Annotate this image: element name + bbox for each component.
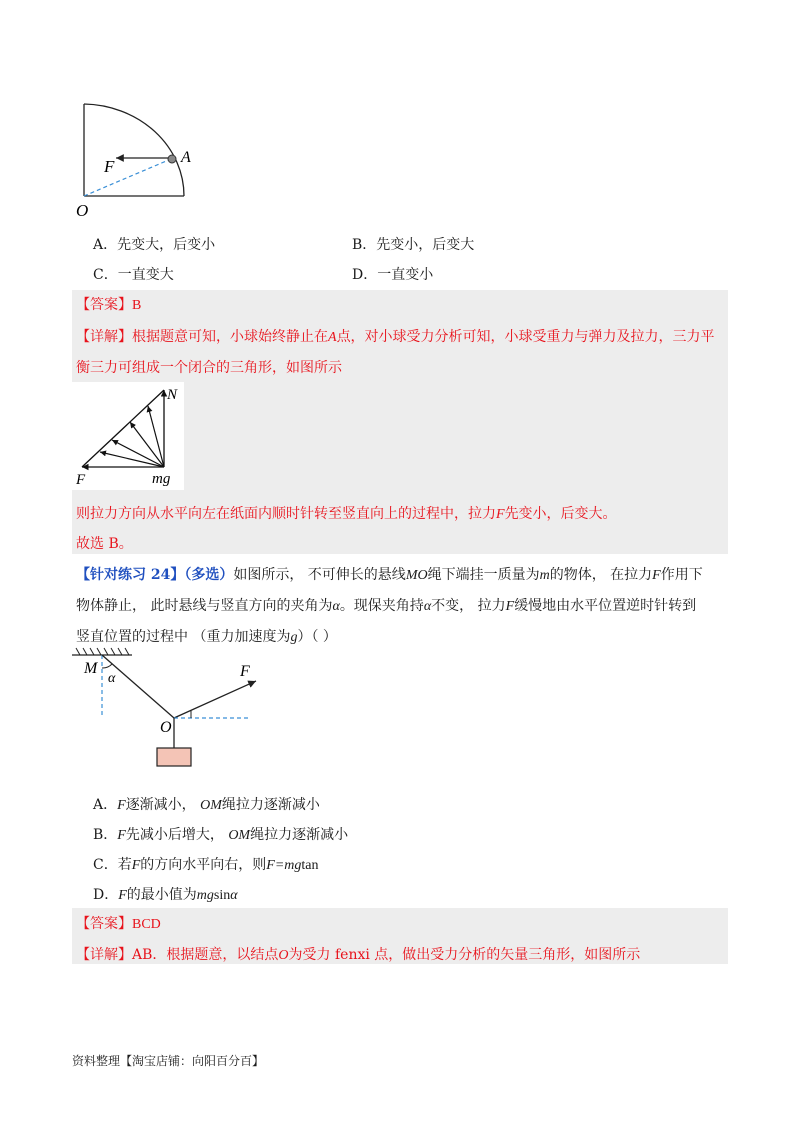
label-mg: mg (152, 471, 171, 487)
label-F: F (240, 663, 250, 680)
question-24-line1: 【针对练习 24】（多选）如图所示， 不可伸长的悬线MO绳下端挂一质量为m的物体， 在拉力F作用下 (76, 567, 703, 583)
detail-q23-line1: 【详解】根据题意可知，小球始终静止在A点，对小球受力分析可知，小球受重力与弹力及拉力，三力平 (76, 329, 715, 345)
figure-force-triangle (72, 382, 184, 490)
option-a[interactable]: A．先变大，后变小 (93, 237, 216, 253)
answer-q24: 【答案】BCD (76, 916, 161, 932)
label-O: O (160, 719, 172, 736)
option-24-d[interactable]: D．F的最小值为mgsinα (93, 887, 238, 903)
option-24-b[interactable]: B．F先减小后增大， OM绳拉力逐渐减小 (93, 827, 349, 843)
option-b[interactable]: B．先变小，后变大 (352, 237, 475, 253)
detail-q23-line2: 衡三力可组成一个闭合的三角形，如图所示 (76, 360, 342, 376)
label-M: M (84, 660, 98, 677)
label-N: N (167, 387, 178, 403)
label-O: O (76, 201, 89, 220)
answer-q23: 【答案】B (76, 297, 142, 313)
label-F: F (76, 472, 86, 488)
detail-q24-line1: 【详解】AB．根据题意，以结点O为受力 fenxi 点，做出受力分析的矢量三角形，如图所示 (76, 947, 641, 963)
detail-q23-line3: 则拉力方向从水平向左在纸面内顺时针转至竖直向上的过程中，拉力F先变小，后变大。 (76, 506, 617, 522)
label-A: A (181, 149, 191, 166)
option-24-a[interactable]: A．F逐渐减小， OM绳拉力逐渐减小 (93, 797, 320, 813)
option-24-c[interactable]: C．若F的方向水平向右，则F=mgtan (93, 857, 319, 873)
figure-quarter-circle (70, 98, 200, 223)
detail-q23-line4: 故选 B。 (76, 536, 133, 552)
question-24-line2: 物体静止， 此时悬线与竖直方向的夹角为α。现保夹角持α不变， 拉力F缓慢地由水平位置逆时针转到 (76, 598, 697, 614)
label-F: F (104, 157, 115, 176)
question-24-line3: 竖直位置的过程中 （重力加速度为g）（ ） (76, 629, 337, 645)
page-footer: 资料整理【淘宝店铺：向阳百分百】 (72, 1054, 265, 1068)
label-alpha: α (108, 671, 116, 686)
option-c[interactable]: C．一直变大 (93, 267, 174, 283)
option-d[interactable]: D．一直变小 (352, 267, 434, 283)
figure-suspended-mass (70, 646, 270, 772)
